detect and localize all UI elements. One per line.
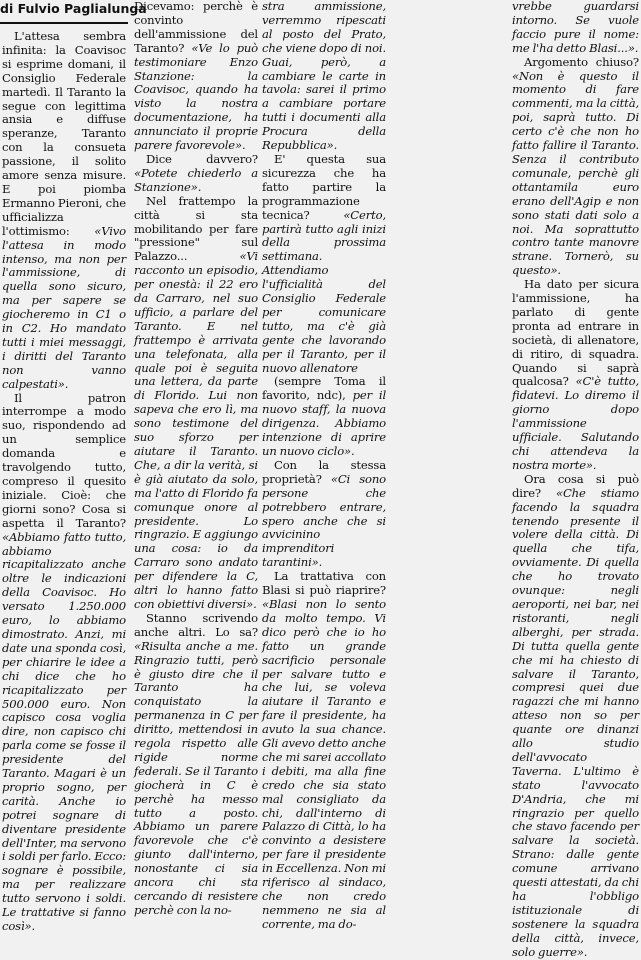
paragraph	[262, 459, 386, 570]
paragraph	[262, 375, 386, 458]
quote-text: stra ammissione, verremmo ripescati al posto del Prato, che viene dopo di noi. Guai, però, a cambiare le carte in tavola: sarei il primo a cambiare portare tutti i documenti alla Procura della Repubblica».	[262, 0, 386, 153]
paragraph	[512, 473, 639, 960]
body-text: Argomento chiuso?	[524, 54, 639, 69]
quote-text: «Ci sono persone che potrebbero entrare, spero anche che si avvicinino imprenditori tarantini».	[262, 471, 386, 570]
body-text: Con la stessa proprietà?	[262, 457, 386, 486]
paragraph	[134, 153, 258, 195]
paragraph	[134, 0, 258, 153]
body-text: Dicevamo: perchè è convinto dell'ammissione del Taranto?	[134, 0, 258, 55]
paragraph	[262, 570, 386, 932]
paragraph	[512, 278, 639, 473]
quote-text: «Vivo l'attesa in modo intenso, ma non per l'ammissione, di quella sono sicuro, ma per sapere se giocheremo in C1 o in C2. Ho mandato tutti i miei messaggi, i diritti del Taranto non vanno calpestati».	[2, 223, 126, 391]
paragraph	[2, 392, 126, 934]
article-column-4	[512, 0, 639, 959]
paragraph	[262, 153, 386, 376]
quote-text: vrebbe guardarsi intorno. Se vuole faccio pure il nome: me l'ha detto Blasi...».	[512, 0, 639, 55]
byline-rule	[0, 22, 128, 24]
quote-text: «Vi racconto un episodio, per onestà: il 22 ero da Carraro, nel suo ufficio, a parlare del Taranto. E nel frattempo è arrivata una telefonata, alla quale poi è seguita una lettera, da parte di Florido. Lui non sapeva che ero lì, ma sono testimone del suo sforzo per aiutare il Taranto. Che, a dir la verità, si è già aiutato da solo, ma l'atto di Florido fa comunque onore al presidente. Lo ringrazio. E aggiungo una cosa: io da Carraro sono andato per difendere la C, altri lo hanno fatto con obiettivi diversi».	[134, 249, 258, 611]
quote-text: «Che stiamo facendo la squadra tenendo presente il volere della città. Di quella che tifa, ovviamente. Di quella che ho trovato ovunque: negli aeroporti, nei bar, nei ristoranti, negli alberghi, per strada. Di tutta quella gente che mi ha chiesto di salvare il Taranto, compresi quei due ragazzi che mi hanno atteso non so per quante ore dinanzi allo studio dell'avvocato Taverna. L'ultimo è stato l'avvocato D'Andria, che mi ringrazio per quello che stavo facendo per salvare la società. Strano: dalle gente comune arrivano questi attestati, da chi ha l'obbligo istituzionale di sostenere la squadra della città, invece, solo guerre».	[512, 485, 639, 959]
body-text: Ha dato per sicura l'ammissione, ha parlato di gente pronta ad entrare in società, di allenatore, di ritiro, di squadra. Quando si saprà qualcosa?	[512, 277, 639, 389]
body-text: Dice davvero?	[146, 151, 258, 166]
quote-text: «Ve lo può testimoniare Enzo Stanzione: la Coavisoc, quando ha visto la nostra documentazione, ha annunciato il proprie parere favorevole».	[134, 40, 258, 153]
paragraph	[134, 612, 258, 918]
quote-text: «Risulta anche a me. Ringrazio tutti, però è giusto dire che il Taranto ha conquistato la permanenza in C per diritto, mettendosi in regola rispetto alle rigide norme federali. Se il Taranto giocherà in C è perchè ha messo tutto a posto. Abbiamo un parere favorevole che c'è giunto dall'interno, nonostante ci sia ancora chi sta cercando di resistere perchè con la no-	[134, 638, 258, 917]
quote-text: «Potete chiederlo a Stanzione».	[134, 165, 258, 194]
byline: di Fulvio Paglialunga	[0, 1, 147, 16]
quote-text: «Blasi non lo sento da molto tempo. Vi dico però che io ho fatto un grande sacrificio personale per salvare tutto e che lui, se voleva aiutare il Taranto e fare il presidente, ha avuto la sua chance. Gli avevo detto anche che mi sarei accollato i debiti, ma alla fine credo che sia stato mal consigliato da chi, dall'interno di Palazzo di Città, lo ha convinto a desistere per fare il presidente in Eccellenza. Non mi riferisco al sindaco, che non credo nemmeno ne sia al corrente, ma do-	[262, 596, 386, 931]
quote-text: «Certo, partirà tutto agli inizi della prossima settimana. Attendiamo l'ufficialità del Consiglio Federale per comunicare tutto, ma c'è già gente che lavorando per il Taranto, per il nuovo allenatore	[262, 207, 386, 375]
body-text: La trattativa con Blasi si può riaprire?	[262, 569, 386, 598]
article-column-1	[2, 29, 126, 933]
quote-text: «Abbiamo fatto tutto, abbiamo ricapitalizzato anche oltre le indicazioni della Coavisoc. Ho versato 1.250.000 euro, lo abbiamo dimostrato. Anzi, mi date una sponda così, per chiarire le idee a chi dice che ho ricapitalizzato per 500.000 euro. Non capisco cosa voglia dire, non capisco chi parla come se fosse il presidente del Taranto. Magari è un proprio sogno, per carità. Anche io potrei sognare di diventare presidente dell'Inter, ma servono i soldi per farlo. Ecco: sognare è possibile, ma per realizzare tutto servono i soldi. Le trattative si fanno così».	[2, 529, 126, 933]
article-column-3	[262, 0, 387, 931]
paragraph	[2, 30, 126, 392]
quote-text: «C'è tutto, fidatevi. Lo diremo il giorno dopo l'ammissione ufficiale. Salutando chi attendeva la nostra morte».	[512, 374, 639, 472]
paragraph	[262, 0, 386, 153]
body-text: Il patron interrompe a modo suo, rispondendo ad un semplice domanda e travolgendo tutto, compreso il quesito iniziale. Cioè: che giorni sono? Cosa si aspetta il Taranto?	[2, 390, 126, 530]
paragraph	[512, 0, 639, 56]
quote-text: per il nuovo staff, la nuova dirigenza. Abbiamo intenzione di aprire un nuovo ciclo».	[262, 388, 387, 458]
body-text: (sempre Toma il favorito, ndc),	[262, 374, 386, 403]
body-text: Ora cosa si può dire?	[512, 471, 639, 500]
body-text: Nel frattempo la città si sta mobilitando per fare "pressione" sul Palazzo...	[134, 193, 258, 264]
body-text: Stanno scrivendo anche altri. Lo sa?	[134, 610, 258, 639]
paragraph	[512, 56, 639, 279]
article-column-2	[134, 0, 258, 917]
quote-text: «Non è questo il momento di fare commenti, ma la città, poi, saprà tutto. Di certo c'è che non ho fatto fallire il Taranto. Senza il contributo comunale, perchè gli ottantamila euro erano dell'Agip e non sono stati dati solo a noi. Ma soprattutto contro tante manovre strane. Tornerò, su questo».	[512, 68, 639, 278]
body-text: E' questa sua sicurezza che ha fatto partire la programmazione tecnica?	[262, 151, 386, 222]
body-text: L'attesa sembra infinita: la Coavisoc si esprime domani, il Consiglio Federale martedì. Il Taranto la segue con legittima ansia e diffuse speranze, Taranto con la consueta passione, il solito amore senza misure. E poi piomba Ermanno Pieroni, che ufficializza l'ottimismo:	[2, 29, 126, 238]
paragraph	[134, 195, 258, 612]
